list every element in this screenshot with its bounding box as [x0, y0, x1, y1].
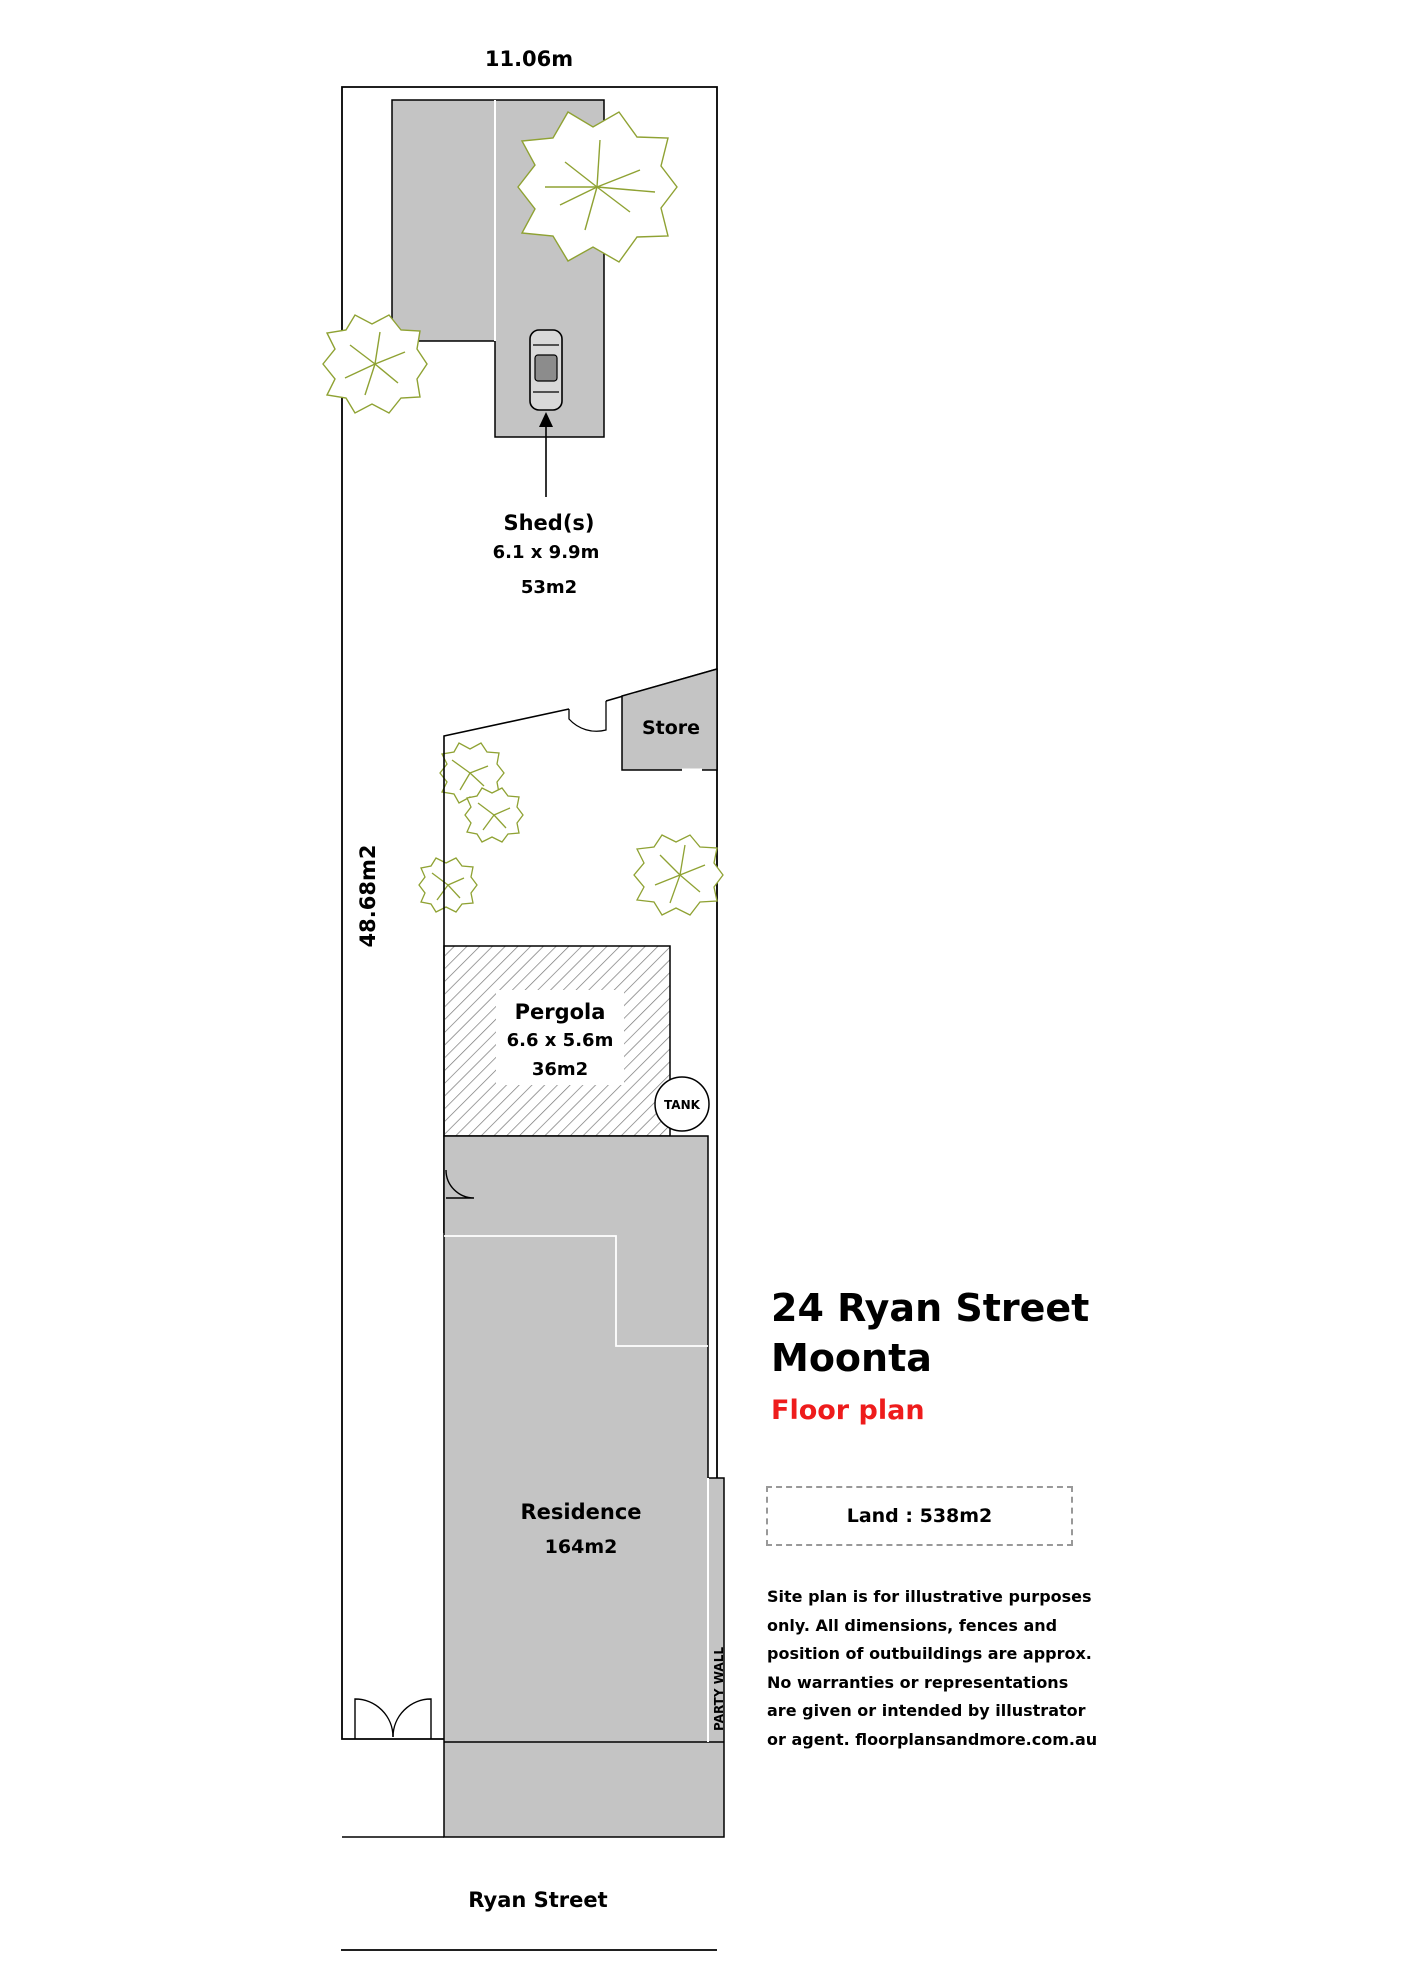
- disclaimer-line: position of outbuildings are approx.: [767, 1644, 1092, 1663]
- tree-medium-icon: [634, 835, 723, 915]
- shed-name-label: Shed(s): [503, 511, 595, 535]
- residence-name-label: Residence: [520, 1500, 642, 1524]
- disclaimer-line: are given or intended by illustrator: [767, 1701, 1086, 1720]
- street-name-label: Ryan Street: [468, 1888, 608, 1912]
- land-area-label: Land : 538m2: [846, 1505, 993, 1527]
- address-block: [771, 1283, 1089, 1383]
- shed-dimensions-label: 6.1 x 9.9m: [492, 542, 600, 563]
- shed-arrow: [539, 412, 553, 497]
- disclaimer-line: or agent. floorplansandmore.com.au: [767, 1729, 1098, 1749]
- land-area-box: [766, 1486, 1073, 1546]
- front-gate-icon: [355, 1699, 431, 1739]
- plan-subtitle: Floor plan: [771, 1395, 925, 1426]
- address-line1: 24 Ryan Street: [771, 1286, 1090, 1330]
- pergola-dimensions-label: 6.6 x 5.6m: [506, 1030, 614, 1051]
- car-icon: [530, 330, 562, 410]
- disclaimer: [767, 1583, 1127, 1754]
- tank-label: TANK: [664, 1098, 700, 1112]
- disclaimer-line: No warranties or representations: [767, 1672, 1069, 1692]
- disclaimer-line: Site plan is for illustrative purposes: [767, 1587, 1092, 1606]
- party-wall-label: PARTY WALL: [712, 1646, 726, 1732]
- pergola-area-label: 36m2: [531, 1059, 589, 1080]
- residence-building: [444, 1136, 724, 1837]
- tree-small-icon: [465, 788, 523, 842]
- lot-length-label: 48.68m2: [356, 844, 380, 948]
- store-label: Store: [641, 717, 701, 739]
- lot-width-label: 11.06m: [484, 47, 574, 71]
- address-line2: Moonta: [771, 1336, 932, 1380]
- tree-small-icon: [419, 858, 477, 912]
- disclaimer-line: only. All dimensions, fences and: [767, 1615, 1058, 1635]
- gate-door-icon: [569, 701, 606, 731]
- shed-area-label: 53m2: [520, 577, 578, 598]
- residence-area-label: 164m2: [544, 1536, 618, 1558]
- pergola-name-label: Pergola: [514, 1000, 606, 1024]
